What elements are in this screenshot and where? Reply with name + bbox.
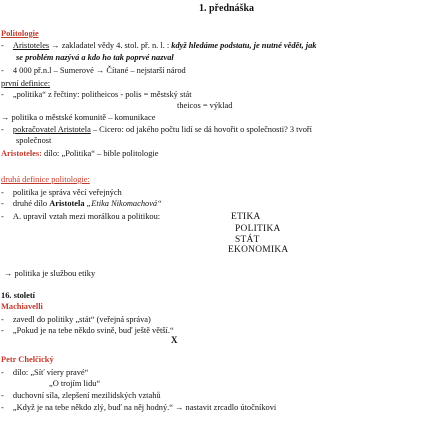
bullet: - (1, 403, 4, 412)
arrow-icon: → (95, 66, 105, 75)
century-heading: 16. století (1, 291, 35, 300)
quote-part-2: se problém nazývá a kdo ho tak poprvé nazval (16, 53, 174, 62)
word-etika: ETIKA (231, 212, 261, 222)
line-spiritual-force (1, 392, 161, 400)
line-cicero (1, 126, 312, 134)
bullet: - (1, 315, 4, 324)
mirror-text: nastavit zrcadlo útočníkovi (185, 403, 277, 412)
sumerians-text: – Sumerové (53, 66, 94, 75)
line-city-community (1, 114, 155, 122)
line-public-affairs (1, 189, 122, 197)
machiavelli-quote-text: „Pokud je na tebe někdo svině, buď ještě větší.“ (12, 326, 174, 335)
arrow-icon: → (175, 403, 184, 412)
word-stat: STÁT (235, 235, 260, 245)
founder-text: zakladatel vědy 4. stol. př. n. l. : (61, 41, 170, 50)
machiavelli-heading: Machiavelli (1, 302, 43, 311)
line-second-work (1, 200, 162, 208)
line-chelcicky-work (1, 369, 88, 377)
line-politika-greek (1, 91, 192, 99)
bullet: - (1, 368, 4, 377)
word-ekonomika: EKONOMIKA (228, 245, 289, 255)
line-politics-ethics (4, 270, 95, 278)
line-aristoteles-work (1, 150, 158, 158)
bullet: - (1, 199, 4, 208)
word-politika: POLITIKA (235, 224, 281, 234)
line-morality-politics (1, 213, 160, 221)
year-text: 4 000 př.n.l (12, 66, 52, 75)
bullet: - (1, 90, 4, 99)
line-chelcicky-quote (1, 404, 276, 412)
bullet: - (1, 212, 4, 221)
aristoteles-label: Aristoteles: (1, 149, 42, 158)
section-heading-politologie: Politologie (1, 29, 39, 38)
spiritual-force-text: duchovní síla, zlepšení mezilidských vztahů (12, 391, 161, 400)
theicos-text: theicos = výklad (177, 101, 233, 110)
second-work-text: druhé dílo (12, 199, 48, 208)
bullet: - (1, 125, 4, 134)
bullet: - (1, 66, 4, 75)
state-text: zavedl do politiky „stát“ (veřejná správa) (12, 315, 151, 324)
public-affairs-text: politika je správa věcí veřejných (12, 188, 122, 197)
line-sumerians (1, 67, 186, 75)
cicero-text: – Cicero: od jakého počtu lidí se dá hovořit o společnosti? 3 tvoří (92, 125, 312, 134)
successor-text: pokračovatel Aristotela (12, 125, 91, 134)
bullet: - (1, 391, 4, 400)
line-state (1, 316, 151, 324)
lecture-title: 1. přednáška (199, 3, 255, 14)
chelcicky-heading: Petr Chelčický (1, 355, 54, 364)
aristoteles-name: Aristoteles (12, 41, 50, 50)
bullet: - (1, 41, 4, 50)
arrow-icon: → (4, 269, 13, 278)
arrow-icon: → (51, 41, 60, 50)
arrow-icon: → (1, 113, 10, 122)
bullet: - (1, 188, 4, 197)
politika-greek-text: „politika“ z řečtiny: politheicos - polis = městský stát (12, 90, 192, 99)
politics-ethics-text: politika je službou etiky (14, 269, 96, 278)
society-text: společnost (16, 136, 52, 145)
aristotela-name: Aristotela (49, 199, 85, 208)
line-machiavelli-quote (1, 327, 174, 335)
politika-work-text: dílo: „Politika“ – bible politologie (44, 149, 159, 158)
x-mark: X (171, 335, 178, 345)
morality-politics-text: A. upravil vztah mezi morálkou a politikou: (12, 212, 161, 221)
three-people-title: „O trojím lidu“ (49, 379, 101, 388)
oldest-nation-text: Čítané – nejstarší národ (106, 66, 186, 75)
line-aristoteles-founder (1, 42, 316, 50)
city-community-text: politika o městské komunitě – komunikace (11, 113, 156, 122)
bullet: - (1, 326, 4, 335)
chelcicky-quote-text: „Když je na tebe někdo zlý, buď na něj hodný.“ (12, 403, 173, 412)
second-definition-label: druhá definice politologie: (1, 175, 90, 184)
quote-part-1: když hledáme podstatu, je nutné vědět, jak (171, 41, 317, 50)
etika-title: „Etika Nikomachová“ (86, 199, 162, 208)
chelcicky-work-text: dílo: „Síť víery pravé“ (12, 368, 89, 377)
first-definition-label: první definice: (1, 79, 51, 88)
